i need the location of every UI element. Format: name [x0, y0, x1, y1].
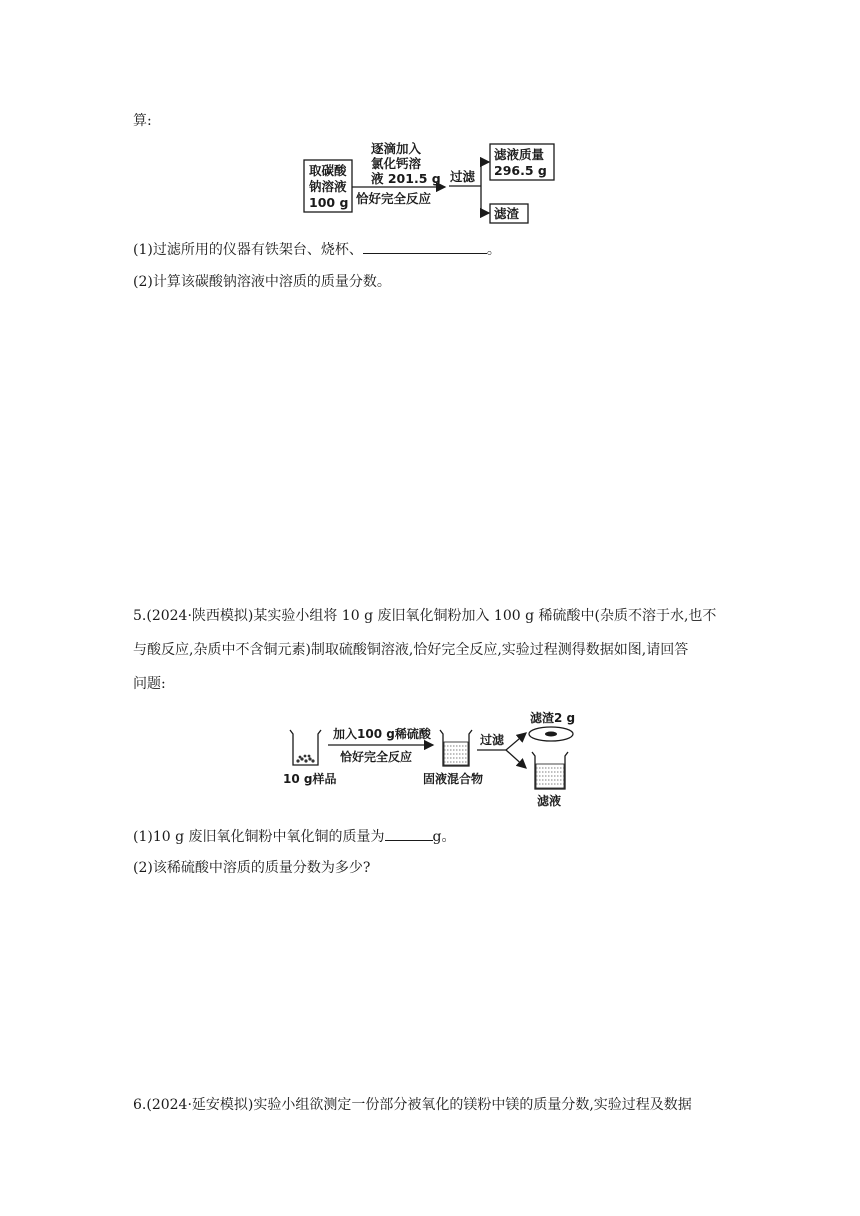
q5-sub1-answer-blank[interactable] — [385, 826, 433, 841]
q4-sub1-suffix: 。 — [486, 242, 501, 258]
q5-arrow-residue — [506, 733, 526, 750]
q5-sample-label: 10 g样品 — [283, 772, 337, 786]
q5-stem-line-2: 与酸反应,杂质中不含铜元素)制取硫酸铜溶液,恰好完全反应,实验过程测得数据如图,请回答 — [133, 642, 689, 658]
q4-filtrate-line-1: 滤液质量 — [494, 147, 545, 162]
q5-filtrate-label: 滤液 — [537, 794, 562, 808]
q4-sub2: (2)计算该碳酸钠溶液中溶质的质量分数。 — [133, 274, 391, 290]
q5-sample-beaker — [290, 730, 321, 765]
q4-filtrate-box — [490, 144, 554, 180]
q5-stem-line-1: 5.(2024·陕西模拟)某实验小组将 10 g 废旧氧化铜粉加入 100 g 稀硫酸中(杂质不溶于水,也不 — [133, 608, 717, 624]
q4-filter-label: 过滤 — [450, 169, 476, 184]
q4-arrow-bottom: 恰好完全反应 — [356, 191, 432, 206]
q5-mixture-beaker — [440, 730, 472, 766]
q5-arrow-top: 加入100 g稀硫酸 — [333, 727, 431, 741]
q4-filtrate-line-2: 296.5 g — [494, 163, 547, 178]
q4-arrow-top-1: 逐滴加入 — [371, 141, 422, 156]
q4-arrow-top-2: 氯化钙溶 — [371, 156, 422, 171]
q4-sub1-answer-blank[interactable] — [363, 239, 487, 254]
q5-sub2: (2)该稀硫酸中溶质的质量分数为多少? — [133, 860, 371, 876]
q5-stem-line-3: 问题: — [133, 676, 166, 692]
intro-tail-text: 算: — [133, 113, 152, 129]
q4-start-line-1: 取碳酸 — [309, 163, 347, 178]
q5-sub1-prefix: (1)10 g 废旧氧化铜粉中氧化铜的质量为 — [133, 829, 385, 845]
q4-arrow-top-3: 液 201.5 g — [371, 171, 441, 186]
q5-mixture-label: 固液混合物 — [423, 772, 484, 786]
q4-sub1-prefix: (1)过滤所用的仪器有铁架台、烧杯、 — [133, 242, 363, 258]
q5-sub1 — [133, 826, 455, 846]
q4-residue-box — [490, 204, 528, 223]
q4-start-box — [304, 160, 352, 212]
q5-filter-paper-dish — [529, 727, 573, 741]
q5-filter-label: 过滤 — [480, 733, 505, 747]
q4-residue-label: 滤渣 — [494, 206, 520, 221]
q5-residue-label: 滤渣2 g — [530, 711, 576, 725]
q5-arrow-filtrate — [506, 750, 526, 768]
q5-arrow-bottom: 恰好完全反应 — [340, 750, 413, 764]
q4-start-line-2: 钠溶液 — [309, 179, 347, 194]
q4-start-line-3: 100 g — [309, 195, 349, 210]
q4-sub1 — [133, 239, 501, 259]
q6-stem-line-1: 6.(2024·延安模拟)实验小组欲测定一份部分被氧化的镁粉中镁的质量分数,实验过程及数据 — [133, 1097, 692, 1113]
q5-filtrate-beaker — [532, 752, 568, 789]
q5-sub1-suffix: g。 — [432, 829, 456, 845]
